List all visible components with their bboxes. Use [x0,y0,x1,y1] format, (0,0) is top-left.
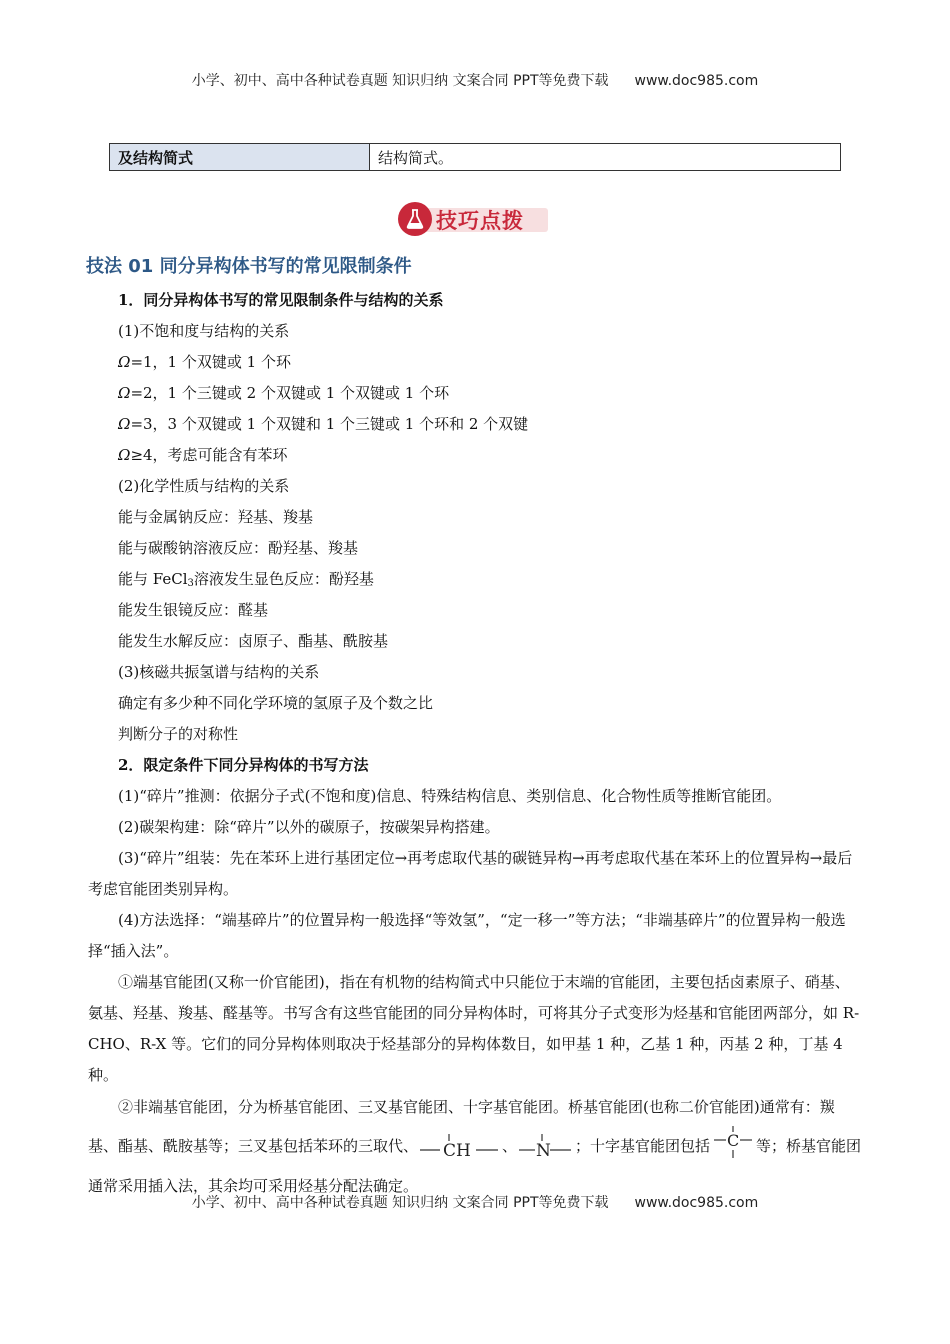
n-label: N [536,1141,551,1161]
chem-line-3 [118,564,858,595]
table-cell-label: 及结构简式 [110,144,370,171]
chem-line-2: 能与碳酸钠溶液反应：酚羟基、羧基 [118,539,359,557]
page-footer [0,1192,950,1212]
method-6-text-a: ②非端基官能团，分为桥基官能团、三叉基官能团、十字基官能团。桥基官能团(也称二价官能团)通常有：羰基、酯基、酰胺基等；三叉基包括苯环的三取代、 [88,1098,835,1155]
omega-symbol: Ω [118,446,131,464]
omega-symbol: Ω [118,384,131,402]
banner-label: 技巧点拨 [436,209,524,233]
part1-title: 1．同分异构体书写的常见限制条件与结构的关系 [118,291,444,309]
nmr-line-1: 确定有多少种不同化学环境的氢原子及个数之比 [118,694,434,712]
method-5: ①端基官能团(又称一价官能团)，指在有机物的结构简式中只能位于末端的官能团，主要包括卤素原子、硝基、氨基、羟基、羧基、醛基等。书写含有这些官能团的同分异构体时，可将其分子式变形为烃基和官能团两部分，如 R-CHO、R-X 等。它们的同分异构体则取决于烃基部分的异构体数目，如甲基 1 种，乙基 1 种，丙基 2 种，丁基 4 种。 [88,973,860,1084]
method-6 [88,1091,863,1203]
table-row [110,144,841,171]
omega-line-3 [118,409,858,440]
chem-subscript: 3 [187,578,194,589]
header-url[interactable]: www.doc985.com [634,73,759,89]
main-content [88,285,862,1203]
flask-icon [398,202,432,236]
method-4: (4)方法选择：“端基碎片”的位置异构一般选择“等效氢”，“定一移一”等方法；“非端基碎片”的位置异构一般选择“插入法”。 [88,911,846,960]
footer-text: 小学、初中、高中各种试卷真题 知识归纳 文案合同 PPT等免费下载 [191,1195,609,1211]
subsection-3: (3)核磁共振氢谱与结构的关系 [118,663,320,681]
method-3: (3)“碎片”组装：先在苯环上进行基团定位→再考虑取代基的碳链异构→再考虑取代基在苯环上的位置异构→最后考虑官能团类别异构。 [88,849,853,898]
nmr-line-2: 判断分子的对称性 [118,725,239,743]
omega-text: =1，1 个双键或 1 个环 [130,353,291,371]
footer-url[interactable]: www.doc985.com [634,1195,759,1211]
omega-text: =2，1 个三键或 2 个双键或 1 个双键或 1 个环 [130,384,450,402]
chem-line-1: 能与金属钠反应：羟基、羧基 [118,508,314,526]
page-header [0,70,950,90]
method-6-sep: 、 [502,1137,518,1155]
n-structure [517,1128,575,1166]
summary-table [109,143,841,171]
c-structure [710,1124,756,1170]
ch-structure [418,1128,502,1166]
omega-symbol: Ω [118,415,131,433]
omega-symbol: Ω [118,353,131,371]
subsection-1: (1)不饱和度与结构的关系 [118,322,290,340]
chem-line-5: 能发生水解反应：卤原子、酯基、酰胺基 [118,632,389,650]
omega-line-1 [118,347,858,378]
omega-text: =3，3 个双键或 1 个双键和 1 个三键或 1 个环和 2 个双键 [130,415,529,433]
section-title: 技法 01 同分异构体书写的常见限制条件 [86,256,412,277]
part2-title: 2．限定条件下同分异构体的书写方法 [118,756,369,774]
chem-text-b: 溶液发生显色反应：酚羟基 [193,570,374,588]
subsection-2: (2)化学性质与结构的关系 [118,477,290,495]
chem-text-a: 能与 FeCl [118,570,188,588]
omega-line-4 [118,440,858,471]
method-6-text-b: ；十字基官能团包括 [575,1137,711,1155]
ch-label: CH [443,1141,471,1161]
method-1: (1)“碎片”推测：依据分子式(不饱和度)信息、特殊结构信息、类别信息、化合物性质等推断官能团。 [118,787,782,805]
c-label: C [727,1131,740,1150]
omega-text: ≥4，考虑可能含有苯环 [130,446,288,464]
table-cell-value: 结构简式。 [370,144,841,171]
method-2: (2)碳架构建：除“碎片”以外的碳原子，按碳架异构搭建。 [118,818,500,836]
tips-banner [398,200,558,240]
omega-line-2 [118,378,858,409]
header-text: 小学、初中、高中各种试卷真题 知识归纳 文案合同 PPT等免费下载 [191,73,609,89]
method-6-text-c: 等；桥基官能团通常采用插入法，其余均可采用烃基分配法确定。 [88,1137,862,1195]
chem-line-4: 能发生银镜反应：醛基 [118,601,269,619]
